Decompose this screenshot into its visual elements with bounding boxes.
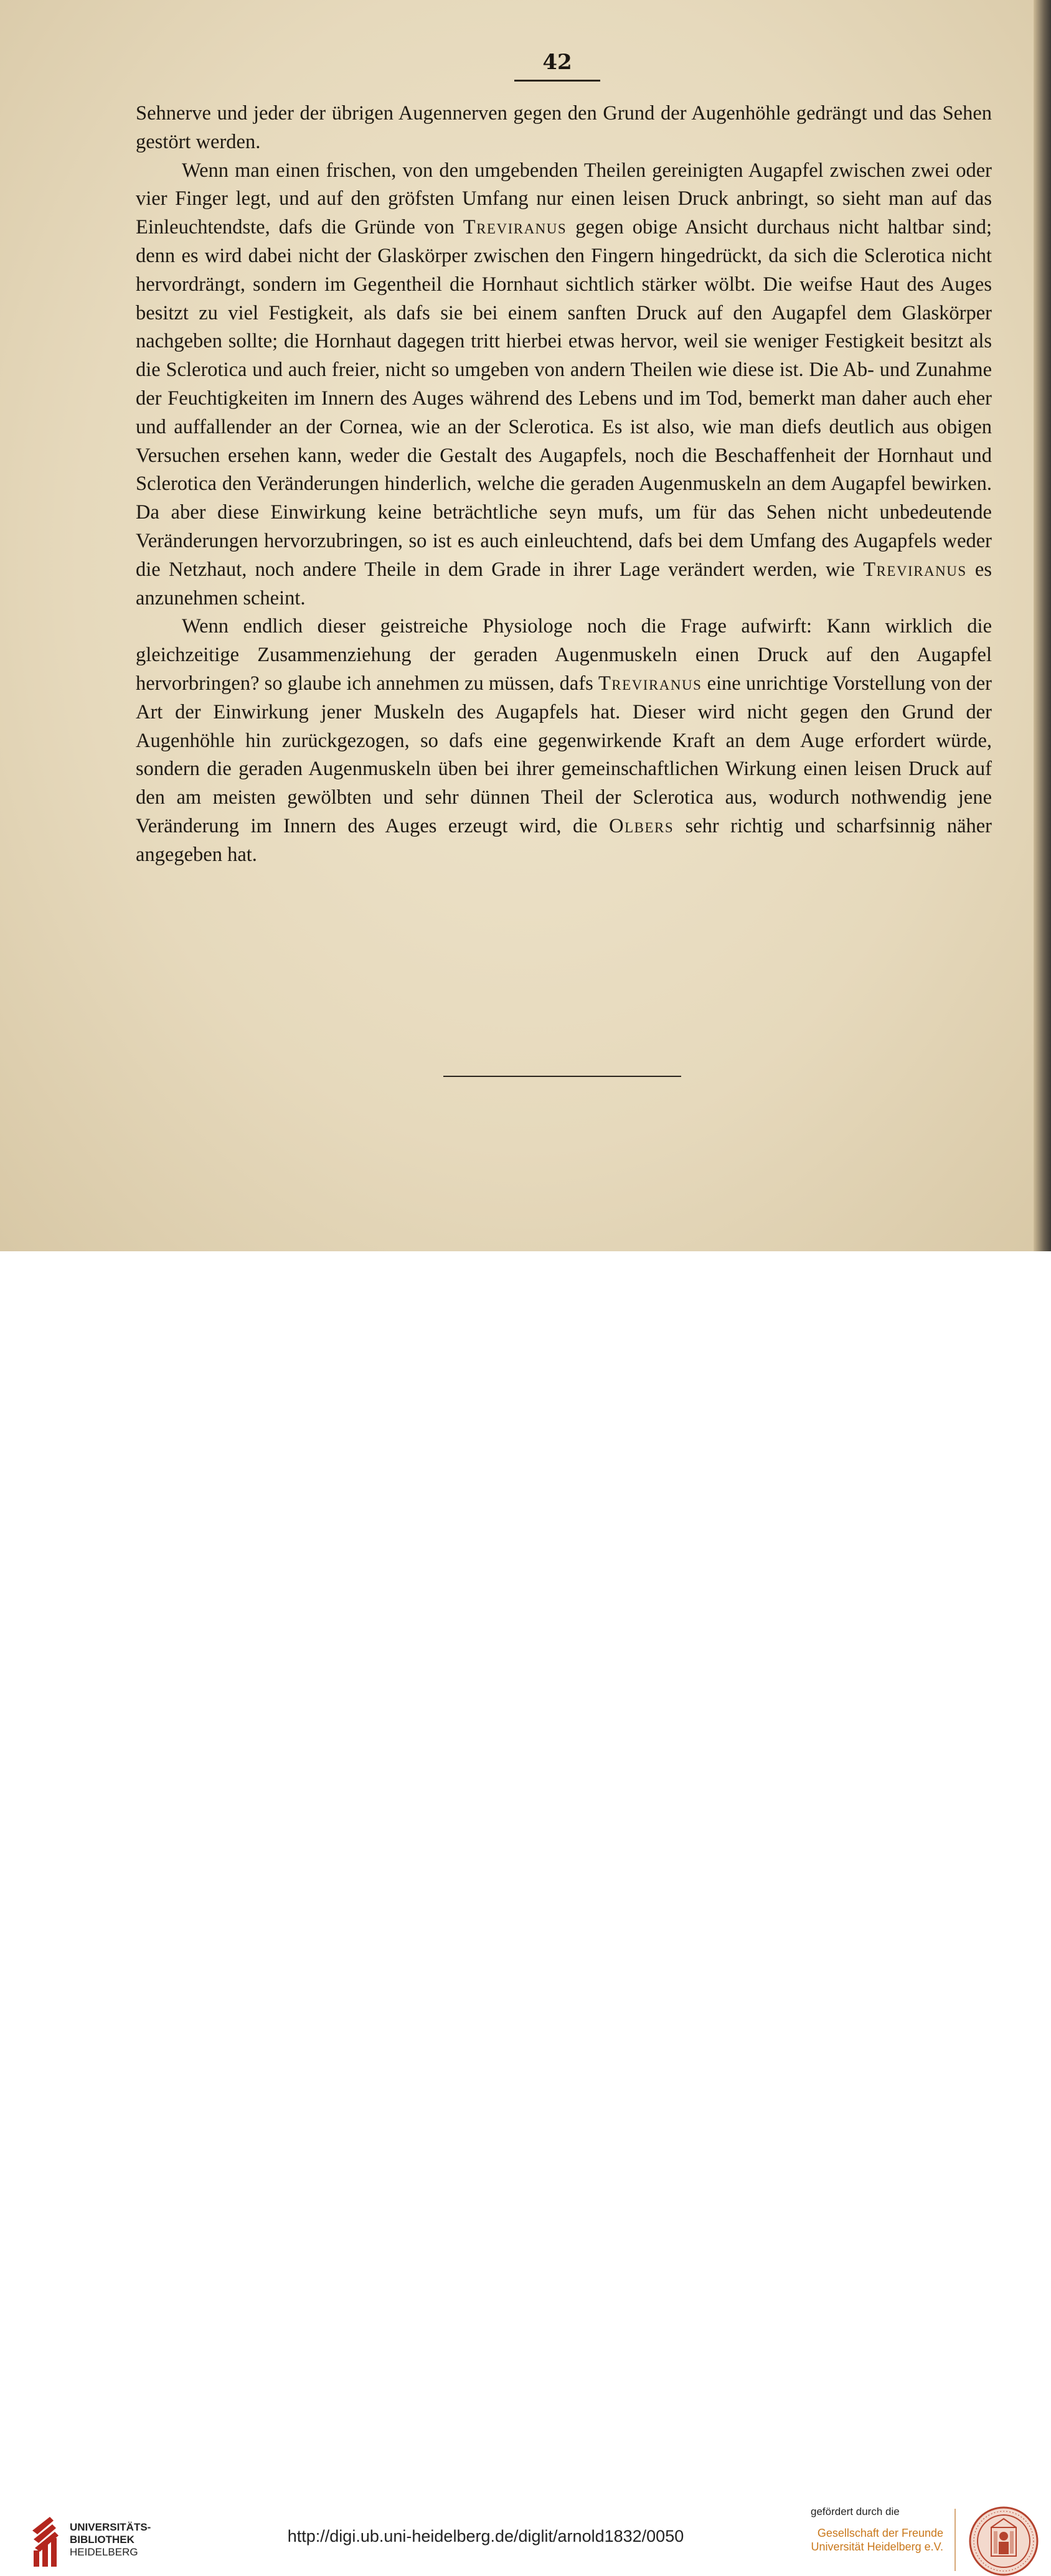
paragraph-text: gegen obige Ansicht durchaus nicht haltbar sind; denn es wird dabei nicht der Glaskörper zwischen den Fingern hingedrückt, da sich die Sclerotica nicht hervordrängt, sondern im Gegentheil die Hornhaut sichtlich stärker wölbt. Die weifse Haut des Auges besitzt zu viel Festigkeit, als dafs sie bei einem sanften Druck auf den Augapfel dem Glaskörper nachgeben sollte; die Hornhaut dagegen tritt hierbei etwas hervor, weil sie weniger Festigkeit besitzt als die Sclerotica und auch freier, nicht so umgeben von andern Theilen wie diese ist. Die Ab- und Zunahme der Feuchtigkeiten im Innern des Auges während des Lebens und im Tod, bemerkt man daher auch eher und auffallender an der Cornea, wie an der Sclerotica. Es ist also, wie man diefs deutlich aus obigen Versuchen ersehen kann, weder die Gestalt des Augapfels, noch die Beschaffenheit der Hornhaut und Sclerotica den Veränderungen hinderlich, welche die geraden Augenmuskeln an dem Augapfel bewirken. Da aber diese Einwirkung keine beträchtliche seyn mufs, um für das Sehen nicht unbedeutende Veränderungen hervorzubringen, so ist es auch einleuchtend, dafs bei dem Umfang des Augapfels weder die Netzhaut, noch andere Theile in dem Grade in ihrer Lage verändert werden, wie <box>136 216 992 581</box>
university-library-logo-icon <box>29 2514 65 2568</box>
page-edge <box>1034 0 1051 1251</box>
paragraph-text: sehr richtig und scharfsinnig näher angegeben hat. <box>136 814 992 866</box>
author-name: Olbers <box>609 814 674 837</box>
library-name-line-1: UNIVERSITÄTS- <box>70 2521 151 2533</box>
funder-name-line-1: Gesellschaft der Freunde <box>817 2527 943 2539</box>
scanned-page <box>0 0 1051 1251</box>
funder-name <box>772 2526 943 2554</box>
body-text <box>136 100 992 870</box>
funder-name-line-2: Universität Heidelberg e.V. <box>811 2541 943 2553</box>
author-name: Treviranus <box>598 672 702 695</box>
author-name: Treviranus <box>463 216 567 239</box>
page-number-rule <box>514 80 600 82</box>
paragraph-text: Wenn man einen frischen, von den umgebenden Theilen gereinigten Augapfel zwischen zwei oder vier Finger legt, und auf den gröfsten Umfang nur einen leisen Druck anbringt, so sieht man auf das Einleuchtendste, dafs die Gründe von <box>136 159 992 239</box>
permalink-url[interactable]: http://digi.ub.uni-heidelberg.de/diglit/arnold1832/0050 <box>287 2527 684 2545</box>
paragraph <box>136 100 992 157</box>
paragraph-text: Sehnerve und jeder der übrigen Augennerven gegen den Grund der Augenhöhle gedrängt und das Sehen gestört werden. <box>136 102 992 153</box>
university-seal-icon <box>969 2506 1039 2576</box>
library-name-line-2: BIBLIOTHEK <box>70 2534 134 2545</box>
funder-intro: gefördert durch die <box>811 2506 900 2517</box>
page-number: 42 <box>542 50 572 75</box>
library-name-line-3: HEIDELBERG <box>70 2546 138 2558</box>
paragraph-text: eine unrichtige Vorstellung von der Art der Einwirkung jener Muskeln des Augapfels hat. Dieser wird nicht gegen den Grund der Augenhöhle hin zurückgezogen, so dafs eine gegenwirkende Kraft an dem Auge erfordert würde, sondern die geraden Augenmuskeln üben bei ihrer gemeinschaftlichen Wirkung einen leisen Druck auf den am meisten gewölbten und sehr dünnen Theil der Sclerotica aus, wodurch nothwendig jene Veränderung im Innern des Auges erzeugt wird, die <box>136 672 992 837</box>
paragraph-text: Wenn endlich dieser geistreiche Physiologe noch die Frage aufwirft: Kann wirklich die gleichzeitige Zusammenziehung der geraden Augenmuskeln einen Druck auf den Augapfel hervorbringen? so glaube ich annehmen zu müssen, dafs <box>136 615 992 695</box>
author-name: Treviranus <box>863 558 967 581</box>
paragraph <box>136 157 992 613</box>
paragraph-text: es anzunehmen scheint. <box>136 558 992 609</box>
library-name <box>70 2521 151 2559</box>
end-rule <box>443 1076 681 1077</box>
footer-bar <box>0 1251 1051 2558</box>
funder-divider <box>954 2509 956 2571</box>
paragraph <box>136 613 992 869</box>
